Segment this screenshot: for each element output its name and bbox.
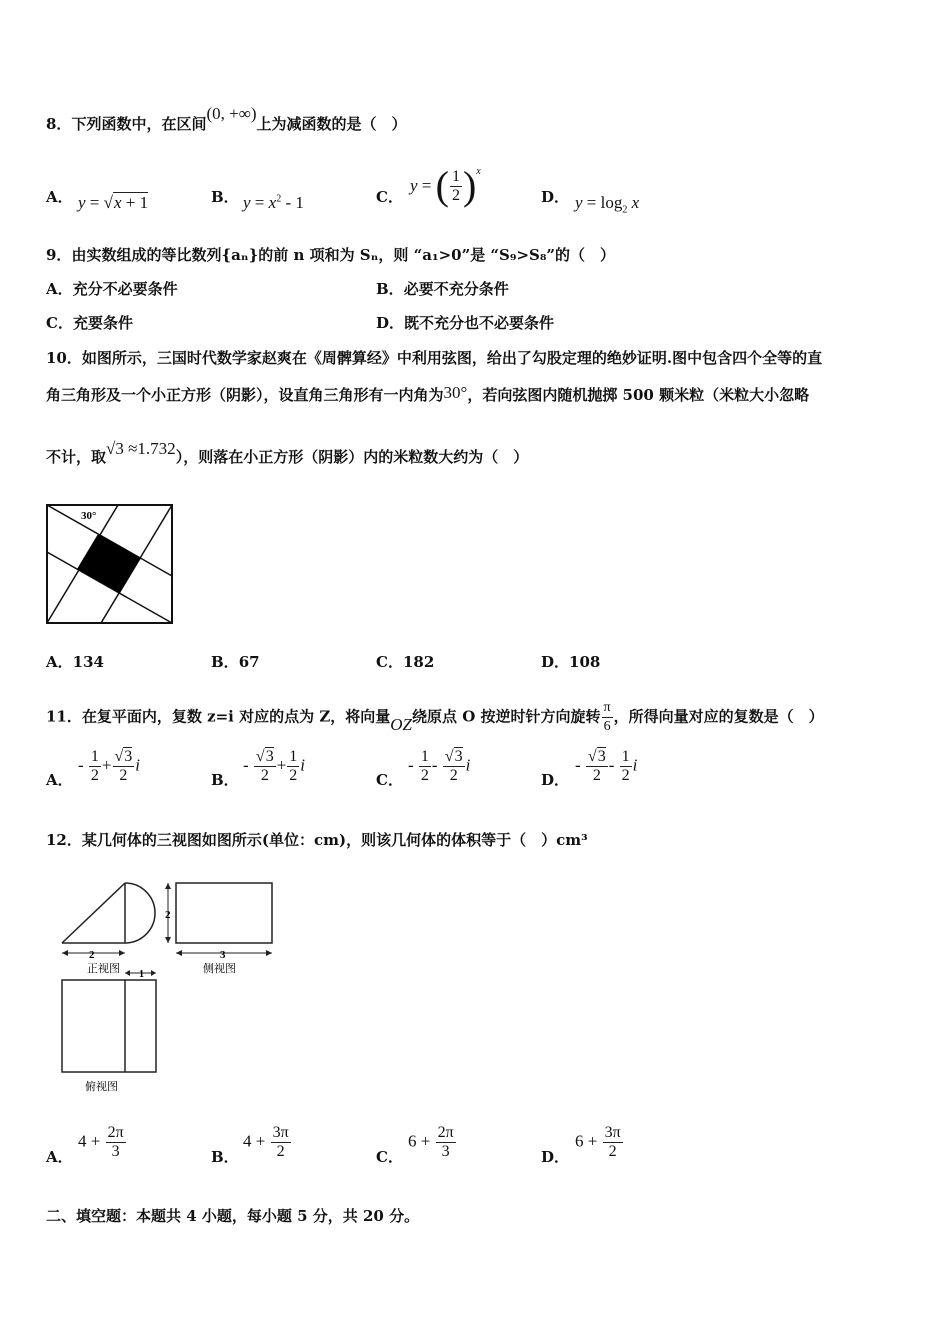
q12-option-d-label[interactable]: D． xyxy=(541,1148,570,1166)
q8-option-c-formula: y = ( $\frac{1}{2}$ )$^x$ xyxy=(410,163,481,208)
q10-line1: 10．如图所示，三国时代数学家赵爽在《周髀算经》中利用弦图，给出了勾股定理的绝妙证明.图中包含四个全等的直 xyxy=(46,349,823,367)
q11-option-a-formula: - $\frac{1}{2}$ + $\frac{√3}{2}$ i xyxy=(78,748,141,784)
q8-text-a: 下列函数中，在区间 xyxy=(71,115,207,133)
q12-option-d-formula: 6 + $\frac{3\pi}{2}$ xyxy=(575,1124,621,1160)
q8-option-a-label[interactable]: A． xyxy=(46,188,73,206)
q10-angle: 30° xyxy=(443,383,468,402)
q11-stem: 11．在复平面内，复数 z=i 对应的点为 Z，将向量OZ绕原点 O 按逆时针方向旋转 $\frac{\pi}{6}$ ，所得向量对应的复数是（ ） xyxy=(46,700,824,734)
q12-option-c-label[interactable]: C． xyxy=(376,1148,403,1166)
q12-stem: 12．某几何体的三视图如图所示(单位：cm)，则该几何体的体积等于（ ）cm³ xyxy=(46,831,588,849)
q12-option-b-formula: 4 + $\frac{3\pi}{2}$ xyxy=(243,1124,289,1160)
front-label: 正视图 xyxy=(87,962,120,975)
front-dim: 2 xyxy=(89,949,95,961)
q11-option-a-label[interactable]: A． xyxy=(46,771,73,789)
q12-option-a-label[interactable]: A． xyxy=(46,1148,73,1166)
q8-option-c-label[interactable]: C． xyxy=(376,188,403,206)
q9-option-b[interactable]: B．必要不充分条件 xyxy=(376,280,509,298)
front-view xyxy=(62,883,155,975)
figure-angle-label: 30° xyxy=(81,510,97,522)
side-dim-h: 2 xyxy=(165,909,171,921)
q9-option-a[interactable]: A．充分不必要条件 xyxy=(46,280,178,298)
q11-option-c-formula: - $\frac{1}{2}$ - $\frac{√3}{2}$ i xyxy=(408,748,471,784)
q9-stem xyxy=(46,245,615,265)
q8-option-b-label[interactable]: B． xyxy=(211,188,239,206)
q10-line3: 不计，取√3 ≈1.732），则落在小正方形（阴影）内的米粒数大约为（ ） xyxy=(46,439,529,466)
q10-approx: √3 ≈1.732 xyxy=(106,439,176,458)
q11-option-b-label[interactable]: B． xyxy=(211,771,239,789)
q12-option-a-formula: 4 + $\frac{2\pi}{3}$ xyxy=(78,1124,124,1160)
top-view xyxy=(62,969,156,1093)
side-dim-w: 3 xyxy=(220,949,226,961)
q10-option-c[interactable]: C．182 xyxy=(376,653,435,671)
q10-num: 10． xyxy=(46,349,82,367)
top-dim: 1 xyxy=(139,969,144,980)
q12-option-b-label[interactable]: B． xyxy=(211,1148,239,1166)
q9-option-c[interactable]: C．充要条件 xyxy=(46,314,133,332)
q10-option-a[interactable]: A．134 xyxy=(46,653,104,671)
three-view-figure xyxy=(55,878,280,1098)
q9-option-d[interactable]: D．既不充分也不必要条件 xyxy=(376,314,555,332)
q8-option-d-formula: $y = \log_2 x$ xyxy=(575,193,640,216)
q12-num: 12． xyxy=(46,831,82,849)
side-view xyxy=(165,883,272,975)
q12-option-c-formula: 6 + $\frac{2\pi}{3}$ xyxy=(408,1124,454,1160)
q8-text-b: 上为减函数的是（ ） xyxy=(256,115,407,133)
section-2-heading: 二、填空题：本题共 4 小题，每小题 5 分，共 20 分。 xyxy=(46,1207,420,1225)
q11-option-b-formula: - $\frac{√3}{2}$ + $\frac{1}{2}$ i xyxy=(243,748,306,784)
q8-option-a-formula: y = √x + 1 xyxy=(78,193,149,212)
q11-num: 11． xyxy=(46,707,82,726)
q10-option-d[interactable]: D．108 xyxy=(541,653,601,671)
q11-option-d-label[interactable]: D． xyxy=(541,771,570,789)
q11-vector: OZ xyxy=(390,714,413,734)
q11-option-c-label[interactable]: C． xyxy=(376,771,403,789)
q10-option-b[interactable]: B．67 xyxy=(211,653,260,671)
top-label: 俯视图 xyxy=(85,1080,118,1093)
q11-option-d-formula: - $\frac{√3}{2}$ - $\frac{1}{2}$ i xyxy=(575,748,638,784)
q8-interval: (0, +∞) xyxy=(206,104,257,123)
q8-option-d-label[interactable]: D． xyxy=(541,188,570,206)
q8-num: 8． xyxy=(46,115,72,133)
q8-stem xyxy=(46,104,407,134)
zhao-shuang-string-figure xyxy=(44,502,176,628)
q9-text: 由实数组成的等比数列{aₙ}的前 n 项和为 Sₙ，则 “a₁>0”是 “S₉>S₈”的（ ） xyxy=(71,246,616,264)
q8-option-b-formula: $y = x^2 - 1$ xyxy=(243,193,304,212)
q10-line2: 角三角形及一个小正方形（阴影），设直角三角形有一内角为30°，若向弦图内随机抛掷 500 颗米粒（米粒大小忽略 xyxy=(46,383,810,404)
side-label: 侧视图 xyxy=(203,962,236,975)
q9-num: 9． xyxy=(46,246,72,264)
